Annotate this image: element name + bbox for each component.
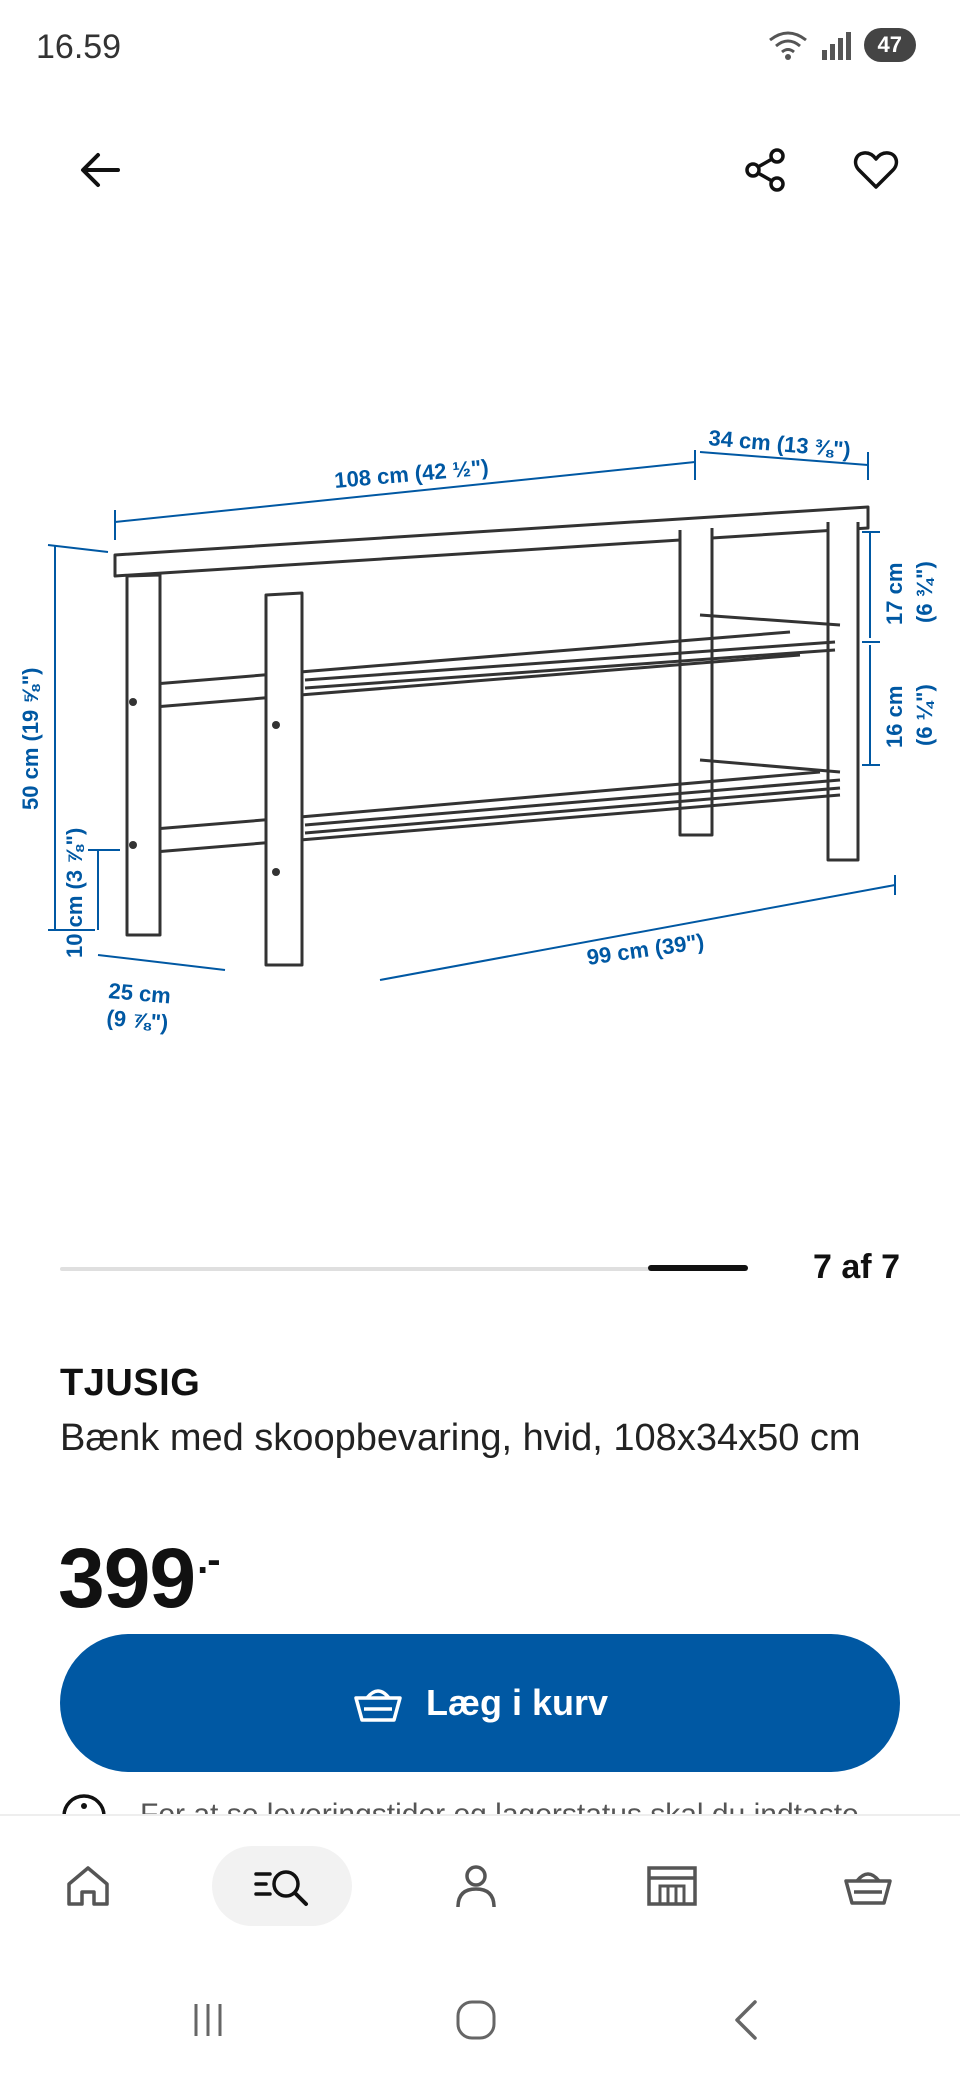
product-description: Bænk med skoopbevaring, hvid, 108x34x50 cm bbox=[60, 1417, 861, 1459]
dim-width-label: 108 cm (42 ½") bbox=[333, 454, 490, 493]
share-button[interactable] bbox=[726, 130, 806, 210]
price-suffix: .- bbox=[197, 1538, 220, 1582]
dim-inner-width-label: 99 cm (39") bbox=[585, 928, 706, 970]
home-circle-icon bbox=[454, 1998, 498, 2042]
arrow-left-icon bbox=[78, 150, 122, 190]
carousel-track bbox=[60, 1267, 748, 1271]
nav-basket[interactable] bbox=[798, 1846, 938, 1926]
home-icon bbox=[65, 1864, 111, 1908]
battery-indicator: 47 bbox=[864, 28, 916, 62]
top-nav bbox=[0, 130, 960, 210]
product-name: TJUSIG bbox=[60, 1362, 201, 1404]
system-nav-bar bbox=[0, 1960, 960, 2080]
add-to-cart-label: Læg i kurv bbox=[425, 1682, 609, 1723]
wifi-icon bbox=[766, 28, 810, 62]
dim-upper-gap-label: 17 cm bbox=[882, 562, 907, 625]
dim-inner-depth-in-label: (9 ⅞") bbox=[105, 1005, 170, 1036]
basket-icon bbox=[352, 1682, 404, 1724]
nav-search[interactable] bbox=[212, 1846, 352, 1926]
dim-upper-gap-in-label: (6 ¾") bbox=[912, 561, 937, 623]
share-icon bbox=[743, 147, 789, 193]
dim-lower-gap-label: 16 cm bbox=[882, 685, 907, 748]
nav-profile[interactable] bbox=[406, 1846, 546, 1926]
nav-home[interactable] bbox=[18, 1846, 158, 1926]
status-bar bbox=[0, 0, 960, 100]
dim-height-label: 50 cm (19 ⅝") bbox=[18, 667, 43, 810]
back-button[interactable] bbox=[60, 130, 140, 210]
nav-store[interactable] bbox=[602, 1846, 742, 1926]
stock-info-row bbox=[60, 1792, 940, 1814]
recent-apps-button[interactable] bbox=[168, 1990, 248, 2050]
product-price bbox=[58, 1530, 220, 1627]
status-icons bbox=[766, 28, 916, 62]
dim-inner-depth-label: 25 cm bbox=[107, 978, 172, 1009]
store-icon bbox=[646, 1864, 698, 1908]
favorite-button[interactable] bbox=[836, 130, 916, 210]
signal-icon bbox=[820, 30, 854, 60]
chevron-left-icon bbox=[731, 1998, 761, 2042]
back-system-button[interactable] bbox=[706, 1990, 786, 2050]
carousel-position-thumb bbox=[648, 1265, 748, 1271]
bottom-nav bbox=[0, 1814, 960, 1954]
bench-dimension-drawing bbox=[0, 380, 960, 1060]
search-icon bbox=[252, 1864, 312, 1908]
home-system-button[interactable] bbox=[436, 1990, 516, 2050]
dim-lower-gap-in-label: (6 ¼") bbox=[912, 684, 937, 746]
person-icon bbox=[454, 1863, 498, 1909]
add-to-cart-button[interactable] bbox=[60, 1634, 900, 1772]
heart-icon bbox=[853, 149, 899, 191]
recent-apps-icon bbox=[188, 2000, 228, 2040]
status-time: 16.59 bbox=[36, 28, 122, 66]
dim-foot-height-label: 10 cm (3 ⅞") bbox=[62, 827, 87, 958]
basket-icon bbox=[842, 1865, 894, 1907]
price-value: 399 bbox=[58, 1531, 196, 1625]
image-carousel-indicator bbox=[60, 1240, 900, 1300]
product-image[interactable] bbox=[0, 380, 960, 1060]
carousel-counter: 7 af 7 bbox=[813, 1248, 900, 1286]
dim-depth-label: 34 cm (13 ⅜") bbox=[707, 425, 852, 463]
